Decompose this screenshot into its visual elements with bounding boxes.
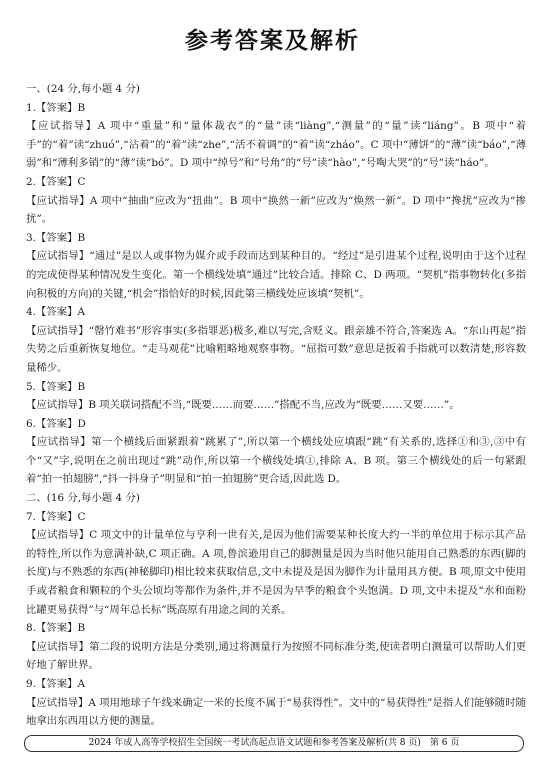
question-guide: 【应试指导】“罄竹难书”形容事实(多指罪恶)极多,难以写完,含贬义。跟亲雄不符合,答案选 A。“东山再起”指失势之后重新恢复地位。“走马观花”比喻粗略地观察事物。“屈指可数”意思是扳着手指就可以数清楚,形容数量稀少。 <box>26 324 526 374</box>
question-guide: 【应试指导】C 项文中的计量单位与亨利一世有关,是因为他们需要某种长度大约一半的单位用于标示其产品的特性,所以作为意满补缺,C 项正确。A 项,鲁滨逊用自己的脚测量是因为当时他只能用自己熟悉的东西(脚的长度)与不熟悉的东西(神秘脚印)相比较来获取信息,文中未提及是因为脚作为计量用具方便。B 项,原文中使用手或者粮食和颗粒的个头公顷均等都作为条件,并不是因为早季的粮食个头饱满。D 项,文中未提及“水和面粉比罐更易获得”与“周年总长标”既高原有用途之间的关系。 <box>26 529 526 616</box>
question-guide: 【应试指导】A 项中“重量”和“量体裁衣”的“量”读“liàng”,“测量”的“量”读“liáng”。B 项中“着手”的“着”读“zhuó”,“沾着”的“着”读“zhe”,“活不着调”的“着”读“zháo”。C 项中“薄饼”的“薄”读“báo”,“薄弱”和“薄利多销”的“薄”读“bó”。D 项中“绰号”和“号角”的“号”读“hào”,“号啕大哭”的“号”读“háo”。 <box>26 120 526 170</box>
question-answer: 5.【答案】B <box>26 380 86 393</box>
question-answer: 8.【答案】B <box>26 622 86 635</box>
question-answer: 2.【答案】C <box>26 175 86 188</box>
question-answer: 9.【答案】A <box>26 678 85 690</box>
question-guide: 【应试指导】第二段的说明方法是分类别,通过将测量行为按照不同标准分类,使读者明白测量可以帮助人们更好地了解世界。 <box>26 640 526 672</box>
question-answer: 7.【答案】C <box>26 510 86 523</box>
section-heading: 二、(16 分,每小题 4 分) <box>26 492 140 505</box>
page-footer: 2024 年成人高等学校招生全国统一考试高起点语文试题和参考答案及解析(共 8 页) 第 6 页 <box>24 735 524 752</box>
question-guide: 【应试指导】第一个横线后面紧跟着“跳累了”,所以第一个横线处应填跟“跳”有关系的,选择①和③,③中有个“又”字,说明在之前出现过“跳”动作,所以第一个横线处填①,排除 A、B 项。第三个横线处的后一句紧跟着“拍一拍翅膀”,“抖一抖身子”明显和“拍一拍翅膀”更合适,因此选 D。 <box>26 436 526 486</box>
question-guide: 【应试指导】“通过”是以人或事物为媒介或手段而达到某种目的。“经过”是引进某个过程,说明由于这个过程的完成使得某种情况发生变化。第一个横线处填“通过”比较合适。排除 C、D 两项。“契机”指事物转化(多指向积极的方向)的关键,“机会”指恰好的时候,因此第三横线处应该填“契机”。 <box>26 250 526 300</box>
question-answer: 6.【答案】D <box>26 417 86 430</box>
question-guide: 【应试指导】B 项关联词搭配不当,“既要……而要……”搭配不当,应改为“既要……又要……”。 <box>26 399 460 412</box>
answer-content <box>26 80 526 731</box>
page-title: 参考答案及解析 <box>185 27 360 54</box>
question-guide: 【应试指导】A 项用地球子午线来确定一米的长度不属于“易获得性”。文中的“易获得性”是指人们能够随时随地拿出东西用以方便的测量。 <box>26 696 526 728</box>
section-heading: 一、(24 分,每小题 4 分) <box>26 83 140 95</box>
question-guide: 【应试指导】A 项中“抽曲”应改为“扭曲”。B 项中“换然一新”应改为“焕然一新”。D 项中“搀扰”应改为“掺扰”。 <box>26 194 526 226</box>
question-answer: 1.【答案】B <box>26 101 86 114</box>
question-answer: 3.【答案】B <box>26 231 86 244</box>
question-answer: 4.【答案】A <box>26 306 85 319</box>
